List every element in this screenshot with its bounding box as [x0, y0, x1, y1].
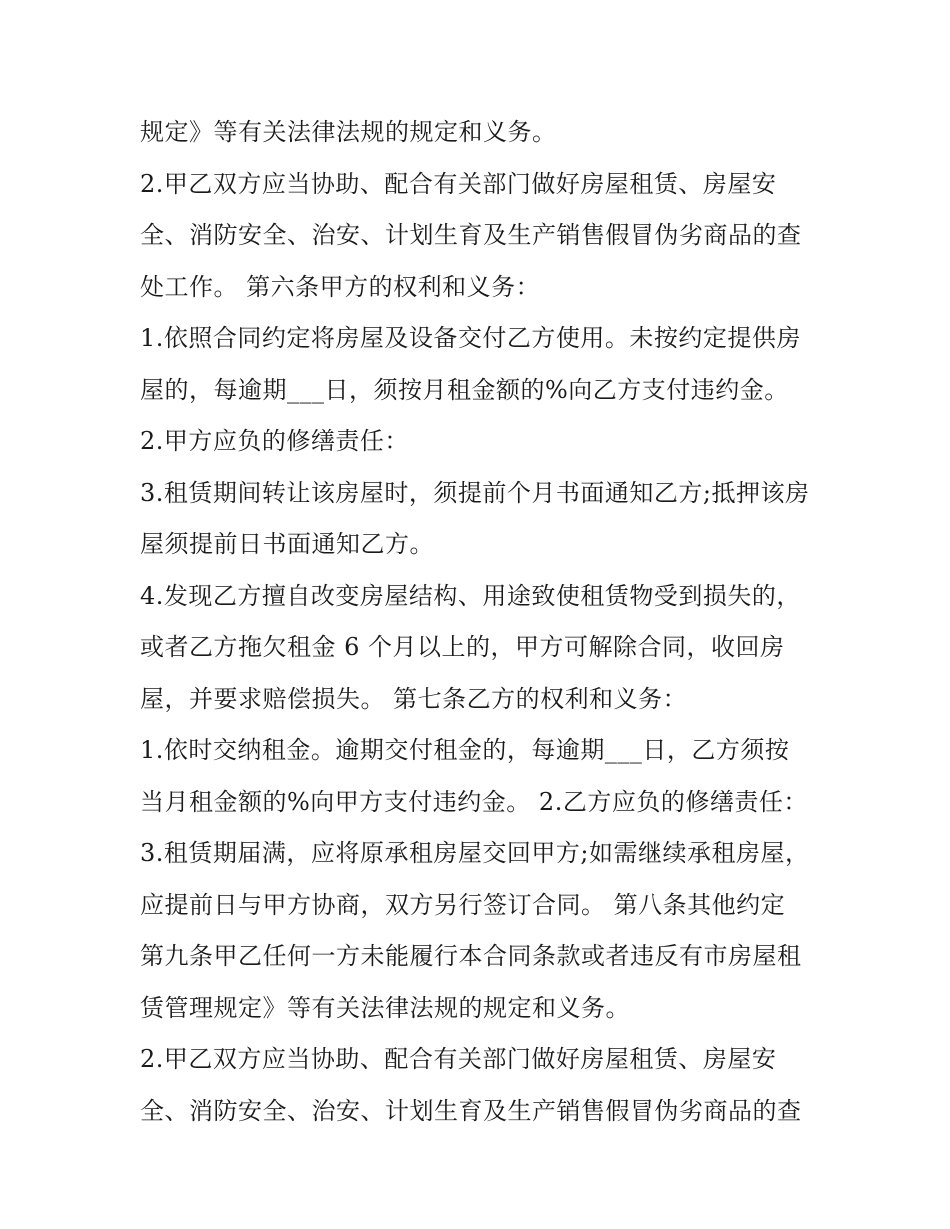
document-body [140, 107, 830, 1137]
text-line: 1.依时交纳租金。逾期交付租金的，每逾期___日，乙方须按 [140, 736, 790, 764]
text-line: 当月租金额的%向甲方支付违约金。 2.乙方应负的修缮责任： [140, 787, 808, 816]
text-line: 屋，并要求赔偿损失。 第七条乙方的权利和义务： [140, 684, 688, 713]
text-line: 处工作。 第六条甲方的权利和义务： [140, 272, 541, 301]
text-line: 3.租赁期间转让该房屋时，须提前个月书面通知乙方;抵押该房 [140, 478, 810, 507]
text-line: 规定》等有关法律法规的规定和义务。 [140, 118, 557, 146]
text-line: 全、消防安全、治安、计划生育及生产销售假冒伪劣商品的查 [140, 221, 802, 249]
text-line: 或者乙方拖欠租金 6 个月以上的，甲方可解除合同，收回房 [140, 633, 785, 661]
text-line: 1.依照合同约定将房屋及设备交付乙方使用。未按约定提供房 [140, 324, 801, 352]
text-line: 2.甲乙双方应当协助、配合有关部门做好房屋租赁、房屋安 [140, 169, 777, 198]
text-line: 应提前日与甲方协商，双方另行签订合同。 第八条其他约定 [140, 890, 786, 919]
text-line: 第九条甲乙任何一方未能履行本合同条款或者违反有市房屋租 [140, 942, 802, 970]
text-line: 全、消防安全、治安、计划生育及生产销售假冒伪劣商品的查 [140, 1096, 802, 1125]
text-line: 赁管理规定》等有关法律法规的规定和义务。 [140, 993, 630, 1022]
text-line: 2.甲方应负的修缮责任： [140, 427, 409, 455]
text-line: 3.租赁期届满，应将原承租房屋交回甲方;如需继续承租房屋， [140, 839, 810, 867]
text-line: 屋的，每逾期___日，须按月租金额的%向乙方支付违约金。 [140, 375, 789, 404]
text-line: 屋须提前日书面通知乙方。 [140, 530, 434, 558]
text-line: 4.发现乙方擅自改变房屋结构、用途致使租赁物受到损失的， [140, 581, 801, 610]
text-line: 2.甲乙双方应当协助、配合有关部门做好房屋租赁、房屋安 [140, 1045, 777, 1073]
